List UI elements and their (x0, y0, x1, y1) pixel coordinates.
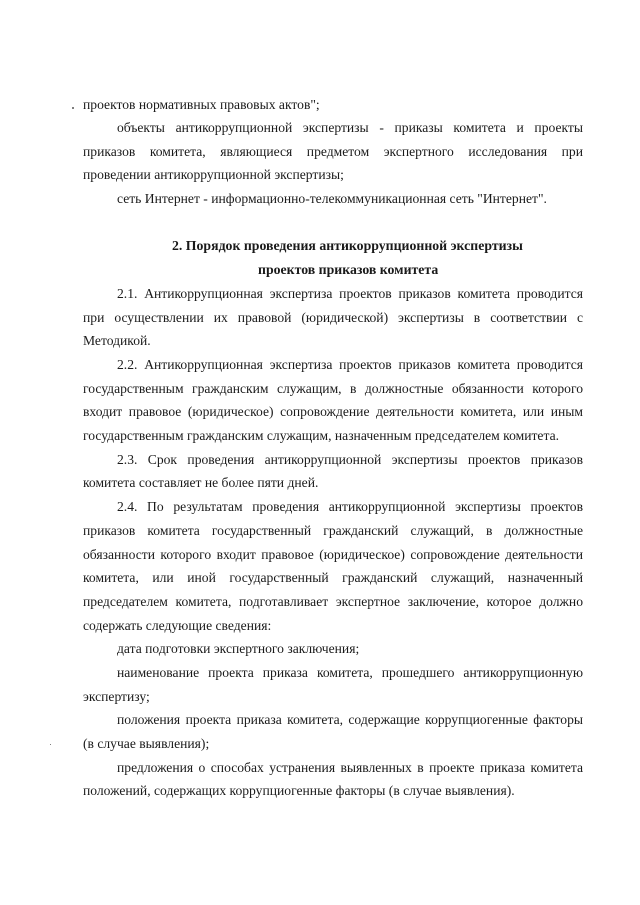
text-line: проектов нормативных правовых актов"; (83, 97, 320, 112)
list-item: положения проекта приказа комитета, содержащие коррупциогенные факторы (117, 712, 583, 727)
text-line: приказов комитета, являющиеся предметом экспертного исследования при (83, 144, 583, 159)
text-line: 2.2. Антикоррупционная экспертиза проектов приказов комитета проводится (117, 357, 583, 372)
text-line: обязанности которого входит правовое (юридическое) сопровождение деятельности (83, 547, 583, 562)
text-line: экспертизу; (83, 689, 150, 704)
text-line: 2.3. Срок проведения антикоррупционной экспертизы проектов приказов (117, 452, 583, 467)
scan-speck (50, 744, 51, 745)
text-line: положений, содержащих коррупциогенные факторы (в случае выявления). (83, 783, 515, 798)
section-heading: проектов приказов комитета (258, 262, 439, 277)
text-line: комитета, или иной государственный гражданский служащий, назначенный (83, 570, 583, 585)
text-line: содержать следующие сведения: (83, 618, 272, 633)
text-line: комитета составляет не более пяти дней. (83, 475, 319, 490)
text-line: приказов комитета государственный гражданский служащий, в должностные (83, 523, 583, 538)
text-line: (в случае выявления); (83, 736, 210, 751)
text-line: государственным гражданским служащим, назначенным председателем комитета. (83, 428, 560, 443)
text-line: входит правовое (юридическое) сопровождение деятельности комитета, или иным (83, 404, 583, 419)
text-line: государственным гражданским служащим, в должностные обязанности которого (83, 381, 583, 396)
text-line: проведении антикоррупционной экспертизы; (83, 167, 344, 182)
text-line: 2.4. По результатам проведения антикоррупционной экспертизы проектов (117, 499, 583, 514)
text-line: сеть Интернет - информационно-телекоммуникационная сеть "Интернет". (117, 191, 547, 206)
text-line: председателем комитета, подготавливает экспертное заключение, которое должно (83, 594, 583, 609)
text-line: объекты антикоррупционной экспертизы - приказы комитета и проекты (117, 120, 583, 135)
section-heading: 2. Порядок проведения антикоррупционной экспертизы (172, 238, 523, 253)
list-item: наименование проекта приказа комитета, прошедшего антикоррупционную (117, 665, 583, 680)
text-line: 2.1. Антикоррупционная экспертиза проектов приказов комитета проводится (117, 286, 583, 301)
text-line: при осуществлении их правовой (юридической) экспертизы в соответствии с (83, 310, 583, 325)
list-item: дата подготовки экспертного заключения; (117, 641, 360, 656)
text-line: Методикой. (83, 333, 151, 348)
list-item: предложения о способах устранения выявленных в проекте приказа комитета (117, 760, 583, 775)
scan-speck (72, 107, 74, 109)
